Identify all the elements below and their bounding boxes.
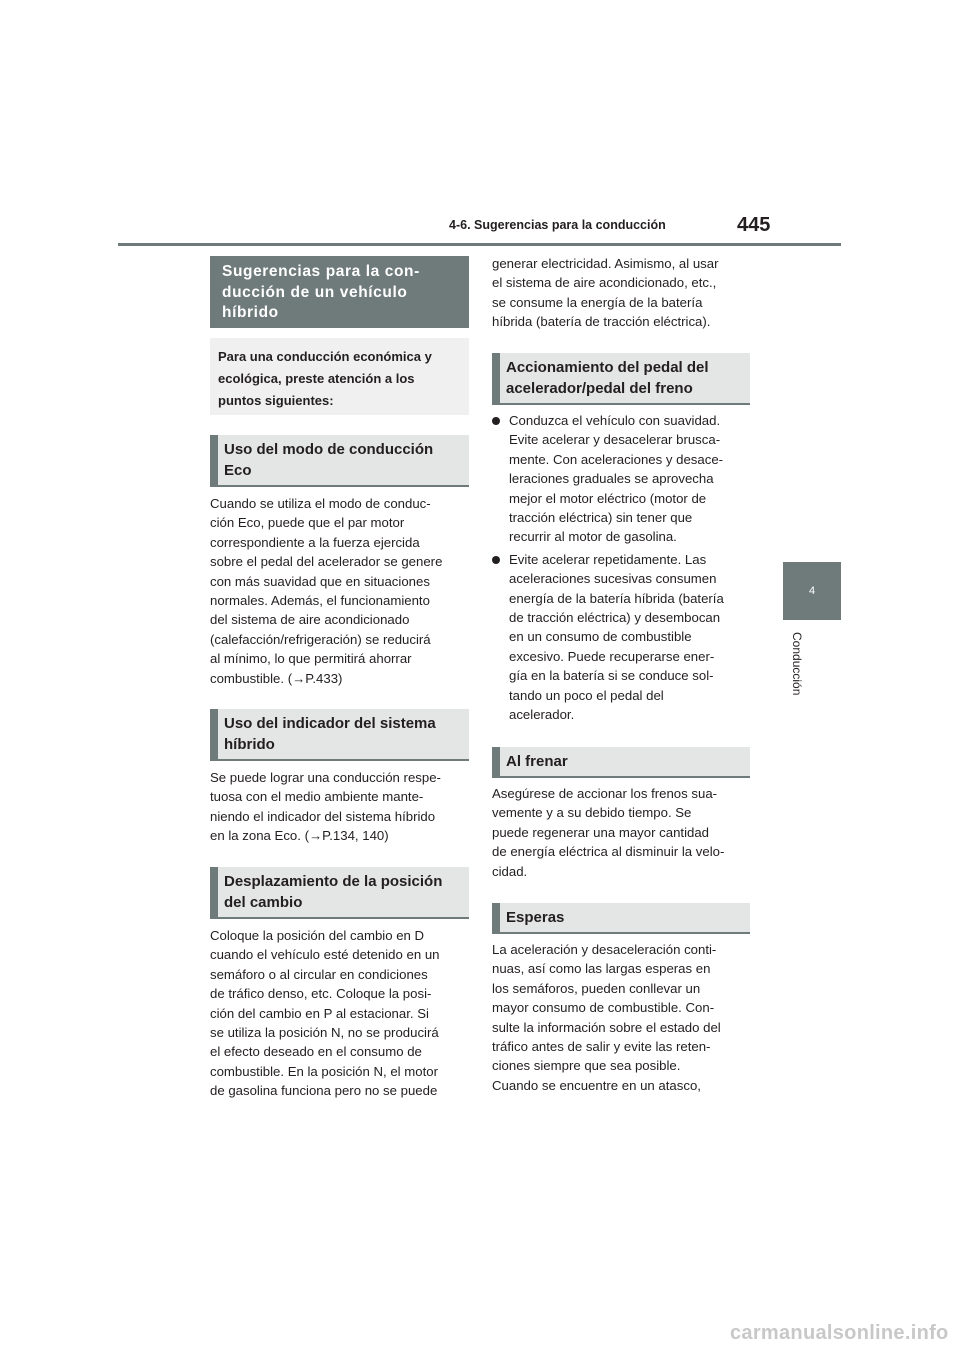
braking-body: Asegúrese de accionar los frenos sua- vemente y a su debido tiempo. Se puede regenerar una mayor cantidad de energía eléctrica al disminuir la velo- cidad. (492, 786, 725, 879)
page-title (210, 256, 469, 328)
pedal-bullet-list (492, 411, 754, 728)
subheading-hybrid-indicator (210, 709, 469, 761)
header-rule (118, 243, 841, 246)
intro-box (210, 338, 469, 415)
subheading-eco-mode (210, 435, 469, 487)
bullet-icon (492, 417, 500, 425)
subheading-eco-mode-text: Uso del modo de conducción Eco (224, 441, 434, 479)
section-header: 4-6. Sugerencias para la conducción (449, 218, 666, 232)
list-item (492, 550, 754, 725)
subheading-shift-position (210, 867, 469, 919)
bullet-text: Conduzca el vehículo con suavidad. Evite acelerar y desacelerar brusca- mente. Con aceleraciones y desace- leraciones graduales se aprovecha mejor el motor eléctrico (motor de tracción eléctrica) sin tener que recurrir al motor de gasolina. (509, 413, 724, 545)
waiting-body: La aceleración y desaceleración conti- nuas, así como las largas esperas en los semáforos, pueden conllevar un mayor consumo de combustible. Con- sulte la información sobre el estado del tráfico antes de salir y evite las reten- ciones siempre que sea posible. Cuando se encuentre en un atasco, (492, 942, 721, 1093)
subheading-pedal (492, 353, 750, 405)
intro-text: Para una conducción económica y ecológica, preste atención a los puntos siguientes: (218, 349, 432, 408)
hybrid-indicator-body: Se puede lograr una conducción respe- tuosa con el medio ambiente mante- niendo el indicador del sistema híbrido en la zona Eco. (→P.134, 140) (210, 770, 441, 844)
bullet-icon (492, 556, 500, 564)
page-title-text: Sugerencias para la con- ducción de un vehículo híbrido (222, 263, 420, 321)
subheading-shift-position-text: Desplazamiento de la posición del cambio (224, 873, 443, 911)
list-item (492, 411, 754, 547)
chapter-number: 4 (808, 585, 816, 597)
continuation-text: generar electricidad. Asimismo, al usar el sistema de aire acondicionado, etc., se consume la energía de la batería híbrida (batería de tracción eléctrica). (492, 256, 719, 330)
bullet-text: Evite acelerar repetidamente. Las aceleraciones sucesivas consumen energía de la batería híbrida (batería de tracción eléctrica) y desembocan en un consumo de combustible excesivo. Puede recuperarse ener- gía en la batería si se conduce sol- tando un poco el pedal del acelerador. (509, 551, 724, 723)
page-number: 445 (737, 214, 771, 236)
eco-mode-body: Cuando se utiliza el modo de conduc- ción Eco, puede que el par motor correspondiente a la fuerza ejercida sobre el pedal del acelerador se genere con más suavidad que en situaciones normales. Además, el funcionamiento del sistema de aire acondicionado (calefacción/refrigeración) se reducirá al mínimo, lo que permitirá ahorrar combustible. (→P.433) (210, 496, 443, 686)
subheading-braking (492, 747, 750, 778)
shift-position-body: Coloque la posición del cambio en D cuando el vehículo esté detenido en un semáforo o al circular en condiciones de tráfico denso, etc. Coloque la posi- ción del cambio en P al estacionar. Si se utiliza la posición N, no se producirá el efecto deseado en el consumo de combustible. En la posición N, el motor de gasolina funciona pero no se puede (210, 928, 440, 1099)
subheading-waiting-text: Esperas (506, 909, 565, 926)
subheading-braking-text: Al frenar (506, 753, 568, 770)
subheading-pedal-text: Accionamiento del pedal del acelerador/pedal del freno (506, 359, 709, 397)
subheading-hybrid-indicator-text: Uso del indicador del sistema híbrido (224, 715, 436, 753)
chapter-label: Conducción (790, 632, 804, 696)
chapter-tab[interactable] (783, 562, 841, 620)
watermark: carmanualsonline.info (730, 1322, 949, 1344)
subheading-waiting (492, 903, 750, 934)
